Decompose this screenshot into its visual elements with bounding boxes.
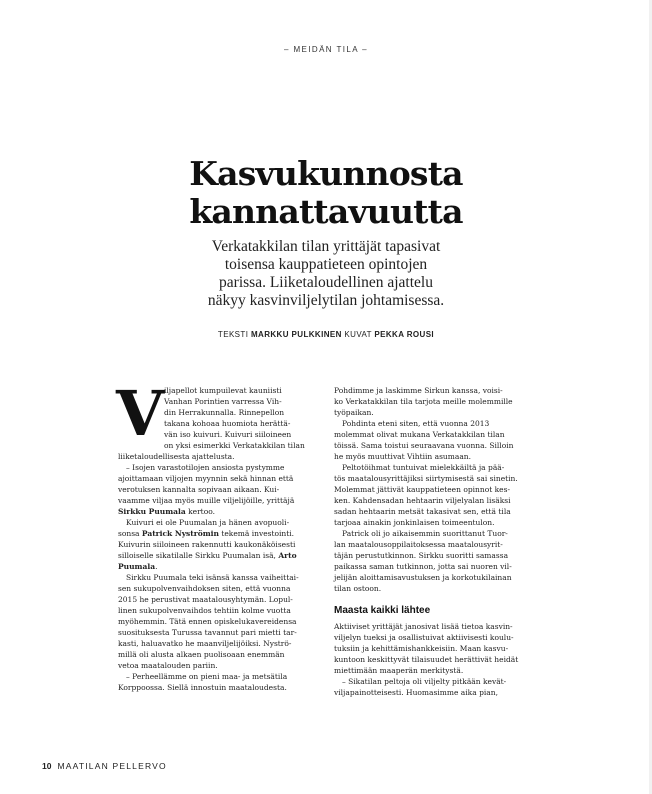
text-line: linen sukupolvenvaihdos tehtiin kolme vuotta	[118, 606, 291, 615]
byline-author: MARKKU PULKKINEN	[250, 330, 342, 339]
lead-line: näkyy kasvinviljelytilan johtamisessa.	[207, 292, 445, 309]
text-line: paikassa saman tutkinnon, jotta sai nuoren vil-	[334, 562, 512, 571]
person-name: Sirkku Puumala	[118, 507, 186, 516]
paragraph	[118, 462, 330, 517]
lead-line: toisensa kauppatieteen opintojen	[224, 256, 428, 273]
text-fragment: sonsa	[118, 529, 142, 538]
text-line: ko Verkatakkilan tila tarjota meille molemmille	[334, 397, 513, 406]
article-title	[0, 155, 652, 231]
text-line: Molemmat jättivät kauppatieteen opinnot kes-	[334, 485, 510, 494]
text-line: molemmat olivat mukana Verkatakkilan tilan	[334, 430, 505, 439]
text-line: suosituksesta Turussa tavannut pari mietti tar-	[118, 628, 297, 637]
text-line: – Sikatilan peltoja oli viljelty pitkään kevät-	[342, 677, 507, 686]
text-line: jelijän aloittamisavustuksen ja korkotukilainan	[334, 573, 512, 582]
text-line: verotuksen kannalta sopivaan aikaan. Kui-	[118, 485, 280, 494]
lead-line: Verkatakkilan tilan yrittäjät tapasivat	[211, 238, 441, 255]
title-line-1: Kasvukunnosta	[189, 154, 463, 193]
paragraph	[118, 517, 330, 572]
page-footer	[42, 761, 167, 771]
text-line: sen sukupolvenvaihdoksen siten, että vuonna	[118, 584, 291, 593]
paragraph	[118, 572, 330, 671]
text-line: millä oli alusta alkaen puolisoaan enemmän	[118, 650, 285, 659]
person-name: Arto	[278, 551, 297, 560]
text-line: tilan ostoon.	[334, 584, 382, 593]
text-line: täjän perustutkinnon. Sirkku suoritti samassa	[334, 551, 509, 560]
text-line: Korppoossa. Siellä innostuin maataloudesta.	[118, 683, 287, 692]
text-line: kuntoon keskittyvät tilaisuudet herättivät heidät	[334, 655, 519, 664]
byline-text-label: TEKSTI	[217, 330, 249, 339]
drop-cap: V	[116, 377, 165, 450]
text-line: Kuivurin siiloineen rakennutti kaukonäköisesti	[118, 540, 296, 549]
text-fragment: kertoo.	[185, 507, 215, 516]
text-line: viljelyn tueksi ja osallistuivat aktiivisesti koulu-	[334, 633, 514, 642]
text-line: din Herrakunnalla. Rinnepellon	[164, 408, 285, 417]
byline-photographer: PEKKA ROUSI	[374, 330, 435, 339]
byline	[0, 330, 652, 339]
section-label: – MEIDÄN TILA –	[284, 45, 368, 54]
text-line: työpaikan.	[334, 408, 374, 417]
text-line: – Isojen varastotilojen ansiosta pystymme	[126, 463, 285, 472]
paragraph	[334, 418, 546, 462]
text-line: ken. Kahdensadan hehtaarin viljelyalan lisäksi	[334, 496, 511, 505]
text-line: ajoittamaan viljojen myynnin sekä hinnan että	[118, 474, 294, 483]
paragraph	[334, 385, 546, 418]
article-column-1	[116, 377, 330, 693]
page-number: 10	[42, 761, 52, 771]
text-fragment: tekemä investointi.	[218, 529, 295, 538]
magazine-name: MAATILAN PELLERVO	[57, 761, 167, 771]
article-subheading: Maasta kaikki lähtee	[334, 605, 431, 616]
text-line: Pohdimme ja laskimme Sirkun kanssa, voisi-	[334, 386, 503, 395]
text-line	[118, 506, 330, 517]
text-line: – Perheellämme on pieni maa- ja metsätila	[126, 672, 288, 681]
text-line: viljapainotteisesti. Huomasimme aika pian,	[334, 688, 498, 697]
text-line: iljapellot kumpuilevat kauniisti	[164, 386, 282, 395]
text-line: sadan hehtaarin metsät takasivat sen, että tila	[334, 507, 511, 516]
paragraph	[118, 671, 330, 693]
text-line: Kuivuri ei ole Puumalan ja hänen avopuoli-	[126, 518, 290, 527]
paragraph	[334, 528, 546, 594]
text-line: miettimään maaperän merkitystä.	[334, 666, 464, 675]
text-line: Puumala.	[118, 562, 158, 571]
text-line: takana kohoaa huomiota herättä-	[164, 419, 291, 428]
text-line: vaamme viljaa myös muille viljelijöille, yrittäjä	[118, 496, 295, 505]
text-line: vän iso kuivuri. Kuivuri siiloineen	[164, 430, 292, 439]
person-name: Puumala	[118, 562, 156, 571]
text-line: tös maatalousyrittäjiksi siirtymisestä sai sinetin.	[334, 474, 518, 483]
text-line: myöhemmin. Tätä ennen opiskelukavereidensa	[118, 617, 297, 626]
text-line: he myös muuttivat Vihtiin asumaan.	[334, 452, 472, 461]
text-line: Peltotöihmat tuntuivat mielekkäiltä ja pää-	[342, 463, 505, 472]
text-line: lan maatalousoppilaitoksessa maatalousyrit-	[334, 540, 503, 549]
text-line: Vanhan Porintien varressa Vih-	[164, 397, 282, 406]
text-line: Sirkku Puumala teki isänsä kanssa vaiheittai-	[126, 573, 299, 582]
text-line: tarjoaa ainakin jonkinlaisen toimeentulon.	[334, 518, 495, 527]
text-line: kasti, haluavatko he maanviljelijöiksi. Nyströ-	[118, 639, 292, 648]
title-line-2: kannattavuutta	[189, 192, 463, 231]
text-line: Aktiiviset yrittäjät janosivat lisää tietoa kasvin-	[334, 622, 513, 631]
text-line: 2015 he perustivat maatalousyhtymän. Lopul-	[118, 595, 293, 604]
text-line: tuksiin ja kehittämishankkeisiin. Maan kasvu-	[334, 644, 509, 653]
text-line: liiketaloudellisesta ajattelusta.	[118, 452, 235, 461]
byline-photos-label: KUVAT	[344, 330, 372, 339]
paragraph	[334, 621, 546, 676]
text-line: Patrick oli jo aikaisemmin suorittanut Tuor-	[342, 529, 508, 538]
text-line	[118, 550, 330, 561]
article-column-2	[334, 385, 546, 698]
paragraph	[334, 676, 546, 698]
article-lead	[175, 238, 477, 310]
person-name: Patrick Nyströmin	[141, 529, 219, 538]
text-line: Pohdinta eteni siten, että vuonna 2013	[342, 419, 490, 428]
text-line: on yksi esimerkki Verkatakkilan tilan	[164, 441, 305, 450]
text-line: töissä. Sama toistui seuraavana vuonna. Silloin	[334, 441, 514, 450]
text-fragment: silloiselle sikatilalle Sirkku Puumalan isä,	[118, 551, 276, 560]
paragraph	[334, 462, 546, 528]
text-line	[118, 528, 330, 539]
text-line: vetoa maatalouden pariin.	[118, 661, 218, 670]
lead-line: parissa. Liiketaloudellinen ajattelu	[219, 274, 433, 291]
